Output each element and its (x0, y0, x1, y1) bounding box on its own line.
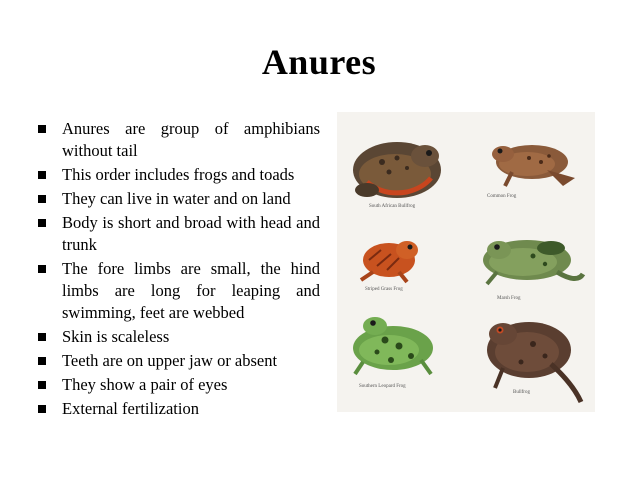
bullet-text: This order includes frogs and toads (62, 165, 295, 184)
bullet-item (38, 374, 320, 396)
square-bullet-icon (38, 357, 46, 365)
bullet-text: Skin is scaleless (62, 327, 170, 346)
bullet-text: Body is short and broad with head and trunk (62, 213, 320, 254)
frog-illustration-plate (337, 112, 595, 412)
caption-striped-grass-frog: Striped Grass Frog (365, 287, 403, 292)
frog-plate-illustration (337, 112, 595, 412)
common-frog-illustration (492, 145, 575, 186)
bullet-item (38, 258, 320, 324)
bullet-item (38, 326, 320, 348)
square-bullet-icon (38, 125, 46, 133)
bullet-text: External fertilization (62, 399, 199, 418)
square-bullet-icon (38, 381, 46, 389)
square-bullet-icon (38, 195, 46, 203)
bullet-item (38, 188, 320, 210)
striped-grass-frog-illustration (361, 241, 418, 282)
southern-leopard-frog-illustration (353, 317, 433, 374)
marsh-frog-illustration (483, 240, 583, 284)
bullet-item (38, 164, 320, 186)
bullet-text: They show a pair of eyes (62, 375, 228, 394)
bullet-item (38, 398, 320, 420)
bullet-item (38, 350, 320, 372)
square-bullet-icon (38, 219, 46, 227)
bullet-text: Anures are group of amphibians without tail (62, 119, 320, 160)
square-bullet-icon (38, 333, 46, 341)
bullet-text: Teeth are on upper jaw or absent (62, 351, 278, 370)
bullet-text: They can live in water and on land (62, 189, 291, 208)
caption-south-african-bullfrog: South African Bullfrog (369, 204, 416, 209)
square-bullet-icon (38, 171, 46, 179)
slide-title: Anures (261, 42, 377, 82)
bullfrog-illustration (487, 322, 581, 402)
square-bullet-icon (38, 405, 46, 413)
bullet-list (38, 118, 320, 422)
caption-southern-leopard-frog: Southern Leopard Frog (359, 384, 406, 389)
bullet-item (38, 118, 320, 162)
caption-marsh-frog: Marsh Frog (497, 296, 521, 301)
caption-bullfrog: Bullfrog (513, 390, 530, 395)
square-bullet-icon (38, 265, 46, 273)
bullet-text: The fore limbs are small, the hind limbs are long for leaping and swimming, feet are webbed (62, 259, 320, 322)
south-african-bullfrog-illustration (353, 142, 441, 198)
bullet-item (38, 212, 320, 256)
caption-common-frog: Common Frog (487, 194, 517, 199)
